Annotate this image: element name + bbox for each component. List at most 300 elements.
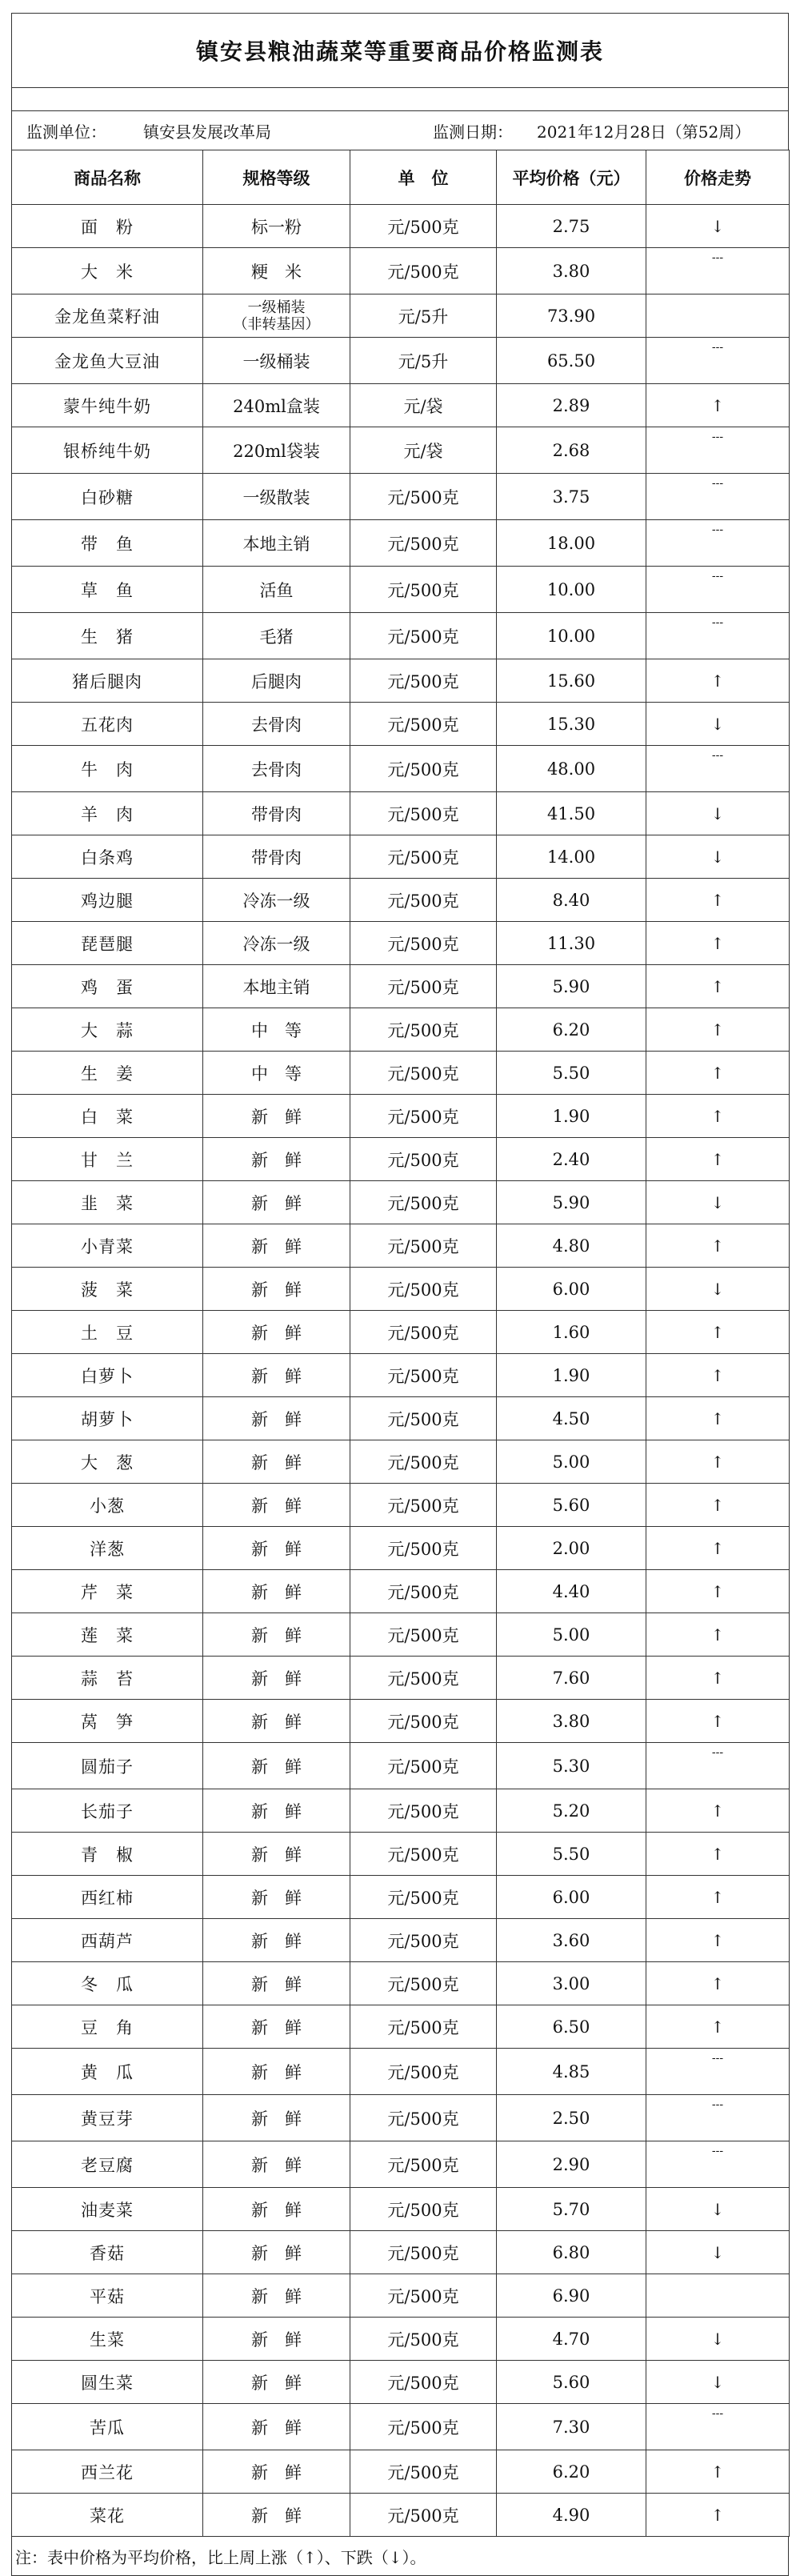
cell-price: 48.00: [497, 746, 646, 792]
cell-price: 5.20: [497, 1789, 646, 1833]
table-row: [12, 2274, 790, 2318]
cell-trend: ↑: [646, 2450, 790, 2494]
cell-price: 2.89: [497, 384, 646, 427]
cell-name: 洋葱: [12, 1527, 203, 1570]
cell-price: 6.20: [497, 1008, 646, 1052]
table-row: [12, 2361, 790, 2404]
cell-price: 10.00: [497, 613, 646, 659]
cell-spec: 新 鲜: [203, 1440, 350, 1484]
cell-name: 大 蒜: [12, 1008, 203, 1052]
cell-name: 菜花: [12, 2494, 203, 2537]
cell-name: 莲 菜: [12, 1613, 203, 1657]
table-row: [12, 2005, 790, 2049]
cell-price: 6.90: [497, 2274, 646, 2318]
cell-unit: 元/500克: [350, 835, 497, 879]
cell-trend: ↑: [646, 922, 790, 965]
cell-unit: 元/500克: [350, 1268, 497, 1311]
cell-spec: 新 鲜: [203, 1789, 350, 1833]
cell-spec: 一级桶装: [203, 338, 350, 384]
cell-price: 5.70: [497, 2188, 646, 2231]
table-row: [12, 1700, 790, 1743]
table-row: [12, 703, 790, 746]
cell-unit: 元/500克: [350, 1833, 497, 1876]
cell-name: 香菇: [12, 2231, 203, 2274]
cell-spec: 带骨肉: [203, 792, 350, 835]
cell-name: 西兰花: [12, 2450, 203, 2494]
cell-unit: 元/500克: [350, 2049, 497, 2095]
table-row: [12, 835, 790, 879]
cell-name: 芹 菜: [12, 1570, 203, 1613]
cell-price: 4.90: [497, 2494, 646, 2537]
cell-price: 6.00: [497, 1268, 646, 1311]
cell-name: 青 椒: [12, 1833, 203, 1876]
table-row: [12, 1833, 790, 1876]
cell-trend: ---: [646, 520, 790, 567]
cell-trend: ---: [646, 427, 790, 474]
cell-price: 2.50: [497, 2095, 646, 2141]
cell-unit: 元/500克: [350, 205, 497, 248]
cell-name: 牛 肉: [12, 746, 203, 792]
cell-unit: 元/500克: [350, 520, 497, 567]
header-trend: 价格走势: [646, 150, 790, 205]
cell-trend: ↑: [646, 1876, 790, 1919]
table-row: [12, 922, 790, 965]
cell-name: 西葫芦: [12, 1919, 203, 1962]
cell-price: 1.60: [497, 1311, 646, 1354]
cell-price: 11.30: [497, 922, 646, 965]
cell-spec: 新 鲜: [203, 1397, 350, 1440]
cell-spec: 新 鲜: [203, 1181, 350, 1224]
meta-row: [11, 110, 789, 150]
date-label: 监测日期：: [433, 122, 513, 142]
table-row: [12, 659, 790, 703]
cell-price: 6.00: [497, 1876, 646, 1919]
cell-trend: ↓: [646, 703, 790, 746]
cell-name: 蒜 苔: [12, 1657, 203, 1700]
cell-spec: 新 鲜: [203, 1657, 350, 1700]
cell-name: 带 鱼: [12, 520, 203, 567]
table-row: [12, 1570, 790, 1613]
cell-trend: ↑: [646, 1008, 790, 1052]
cell-name: 西红柿: [12, 1876, 203, 1919]
cell-spec: 新 鲜: [203, 1613, 350, 1657]
cell-price: 10.00: [497, 567, 646, 613]
cell-trend: ---: [646, 248, 790, 294]
table-row: [12, 1962, 790, 2005]
cell-spec: 新 鲜: [203, 1570, 350, 1613]
table-row: [12, 1268, 790, 1311]
cell-spec: 新 鲜: [203, 2188, 350, 2231]
cell-unit: 元/500克: [350, 1224, 497, 1268]
cell-spec: 新 鲜: [203, 2049, 350, 2095]
cell-spec: 新 鲜: [203, 1833, 350, 1876]
cell-name: 琵琶腿: [12, 922, 203, 965]
cell-name: 羊 肉: [12, 792, 203, 835]
table-row: [12, 2450, 790, 2494]
cell-spec: 标一粉: [203, 205, 350, 248]
table-row: [12, 294, 790, 338]
cell-name: 生 猪: [12, 613, 203, 659]
cell-unit: 元/500克: [350, 2318, 497, 2361]
table-row: [12, 1397, 790, 1440]
cell-unit: 元/500克: [350, 1181, 497, 1224]
table-row: [12, 1138, 790, 1181]
table-row: [12, 2141, 790, 2188]
cell-unit: 元/500克: [350, 1962, 497, 2005]
cell-price: 14.00: [497, 835, 646, 879]
cell-price: 65.50: [497, 338, 646, 384]
cell-trend: ↑: [646, 1224, 790, 1268]
cell-trend: ↑: [646, 1919, 790, 1962]
table-row: [12, 1181, 790, 1224]
cell-unit: 元/500克: [350, 1484, 497, 1527]
cell-spec: 新 鲜: [203, 1224, 350, 1268]
cell-spec: 去骨肉: [203, 746, 350, 792]
cell-trend: ↓: [646, 2361, 790, 2404]
table-body: [12, 205, 790, 2537]
table-row: [12, 338, 790, 384]
cell-spec: 新 鲜: [203, 2318, 350, 2361]
table-row: [12, 1052, 790, 1095]
cell-unit: 元/500克: [350, 2494, 497, 2537]
cell-spec: 新 鲜: [203, 1095, 350, 1138]
cell-price: 4.85: [497, 2049, 646, 2095]
table-row: [12, 474, 790, 520]
table-row: [12, 520, 790, 567]
cell-trend: ↑: [646, 1700, 790, 1743]
cell-price: 15.30: [497, 703, 646, 746]
cell-unit: 元/500克: [350, 2450, 497, 2494]
cell-unit: 元/500克: [350, 2274, 497, 2318]
cell-spec: 冷冻一级: [203, 922, 350, 965]
table-row: [12, 1919, 790, 1962]
cell-price: 1.90: [497, 1095, 646, 1138]
cell-unit: 元/500克: [350, 1876, 497, 1919]
cell-trend: ---: [646, 2049, 790, 2095]
table-row: [12, 1440, 790, 1484]
table-row: [12, 1311, 790, 1354]
cell-unit: 元/500克: [350, 703, 497, 746]
cell-price: 3.60: [497, 1919, 646, 1962]
cell-spec: 一级散装: [203, 474, 350, 520]
table-row: [12, 792, 790, 835]
cell-trend: ↑: [646, 1527, 790, 1570]
cell-name: 鸡 蛋: [12, 965, 203, 1008]
date-value: 2021年12月28日（第52周）: [537, 122, 751, 142]
cell-price: 2.90: [497, 2141, 646, 2188]
table-row: [12, 2494, 790, 2537]
cell-price: 5.60: [497, 2361, 646, 2404]
page-title: 镇安县粮油蔬菜等重要商品价格监测表: [11, 13, 789, 87]
cell-spec: 新 鲜: [203, 1311, 350, 1354]
cell-name: 长茄子: [12, 1789, 203, 1833]
cell-spec: 中 等: [203, 1008, 350, 1052]
cell-spec: 本地主销: [203, 965, 350, 1008]
cell-spec: 新 鲜: [203, 2404, 350, 2450]
cell-spec: 新 鲜: [203, 1743, 350, 1789]
unit-label: 监测单位：: [26, 122, 106, 142]
cell-price: 18.00: [497, 520, 646, 567]
cell-spec: 新 鲜: [203, 1876, 350, 1919]
cell-price: 6.80: [497, 2231, 646, 2274]
cell-name: 生菜: [12, 2318, 203, 2361]
cell-spec: 中 等: [203, 1052, 350, 1095]
cell-trend: ↓: [646, 1268, 790, 1311]
cell-price: 3.80: [497, 1700, 646, 1743]
cell-price: 6.50: [497, 2005, 646, 2049]
cell-spec: 毛猪: [203, 613, 350, 659]
cell-spec: 去骨肉: [203, 703, 350, 746]
cell-unit: 元/5升: [350, 294, 497, 338]
table-row: [12, 2404, 790, 2450]
cell-trend: [646, 294, 790, 338]
table-row: [12, 965, 790, 1008]
cell-trend: ↓: [646, 2231, 790, 2274]
cell-trend: ↓: [646, 2188, 790, 2231]
cell-unit: 元/500克: [350, 2095, 497, 2141]
cell-trend: ---: [646, 613, 790, 659]
cell-spec: 新 鲜: [203, 1138, 350, 1181]
cell-name: 莴 笋: [12, 1700, 203, 1743]
cell-unit: 元/500克: [350, 1052, 497, 1095]
cell-unit: 元/500克: [350, 1527, 497, 1570]
table-row: [12, 427, 790, 474]
cell-unit: 元/500克: [350, 1743, 497, 1789]
cell-spec: 新 鲜: [203, 1919, 350, 1962]
price-sheet: [11, 13, 789, 2576]
cell-unit: 元/500克: [350, 2188, 497, 2231]
cell-trend: ↑: [646, 384, 790, 427]
cell-unit: 元/500克: [350, 1397, 497, 1440]
cell-name: 黄豆芽: [12, 2095, 203, 2141]
table-row: [12, 879, 790, 922]
unit-value: 镇安县发展改革局: [143, 122, 271, 142]
cell-trend: [646, 2274, 790, 2318]
cell-unit: 元/500克: [350, 1657, 497, 1700]
cell-price: 2.75: [497, 205, 646, 248]
cell-spec: 新 鲜: [203, 2231, 350, 2274]
cell-unit: 元/500克: [350, 965, 497, 1008]
cell-trend: ↑: [646, 1138, 790, 1181]
cell-name: 大 米: [12, 248, 203, 294]
cell-name: 油麦菜: [12, 2188, 203, 2231]
cell-price: 6.20: [497, 2450, 646, 2494]
table-row: [12, 1527, 790, 1570]
cell-trend: ↑: [646, 879, 790, 922]
cell-name: 猪后腿肉: [12, 659, 203, 703]
cell-trend: ↑: [646, 1613, 790, 1657]
cell-trend: ↑: [646, 659, 790, 703]
cell-name: 土 豆: [12, 1311, 203, 1354]
header-price: 平均价格（元）: [497, 150, 646, 205]
cell-spec: 新 鲜: [203, 1268, 350, 1311]
cell-name: 豆 角: [12, 2005, 203, 2049]
cell-trend: ↑: [646, 1095, 790, 1138]
cell-unit: 元/500克: [350, 659, 497, 703]
cell-name: 蒙牛纯牛奶: [12, 384, 203, 427]
cell-name: 冬 瓜: [12, 1962, 203, 2005]
cell-name: 圆茄子: [12, 1743, 203, 1789]
cell-name: 小葱: [12, 1484, 203, 1527]
cell-price: 15.60: [497, 659, 646, 703]
table-row: [12, 384, 790, 427]
cell-unit: 元/500克: [350, 922, 497, 965]
cell-spec: 新 鲜: [203, 2450, 350, 2494]
cell-spec: 冷冻一级: [203, 879, 350, 922]
cell-trend: ↓: [646, 205, 790, 248]
cell-price: 3.75: [497, 474, 646, 520]
cell-trend: ---: [646, 2404, 790, 2450]
cell-price: 3.00: [497, 1962, 646, 2005]
table-row: [12, 2231, 790, 2274]
cell-spec: 新 鲜: [203, 1354, 350, 1397]
footnote: 注：表中价格为平均价格，比上周上涨（↑）、下跌（↓）。: [11, 2537, 789, 2576]
cell-unit: 元/500克: [350, 1095, 497, 1138]
cell-price: 2.68: [497, 427, 646, 474]
cell-trend: ↑: [646, 2494, 790, 2537]
cell-unit: 元/500克: [350, 1008, 497, 1052]
table-row: [12, 2188, 790, 2231]
cell-trend: ---: [646, 338, 790, 384]
cell-trend: ↑: [646, 1397, 790, 1440]
table-row: [12, 2049, 790, 2095]
cell-spec: 新 鲜: [203, 2005, 350, 2049]
cell-unit: 元/500克: [350, 2231, 497, 2274]
cell-unit: 元/500克: [350, 1613, 497, 1657]
cell-price: 7.60: [497, 1657, 646, 1700]
cell-unit: 元/500克: [350, 1354, 497, 1397]
table-row: [12, 248, 790, 294]
table-row: [12, 1354, 790, 1397]
cell-spec: 240ml盒装: [203, 384, 350, 427]
cell-unit: 元/500克: [350, 1311, 497, 1354]
cell-name: 黄 瓜: [12, 2049, 203, 2095]
cell-spec: 新 鲜: [203, 2141, 350, 2188]
cell-spec: 新 鲜: [203, 1527, 350, 1570]
cell-spec: 新 鲜: [203, 1700, 350, 1743]
table-row: [12, 2095, 790, 2141]
cell-price: 5.60: [497, 1484, 646, 1527]
header-name: 商品名称: [12, 150, 203, 205]
cell-trend: ↑: [646, 1833, 790, 1876]
table-row: [12, 1484, 790, 1527]
cell-trend: ---: [646, 746, 790, 792]
cell-spec: 一级桶装 （非转基因）: [203, 294, 350, 338]
cell-price: 2.40: [497, 1138, 646, 1181]
cell-name: 平菇: [12, 2274, 203, 2318]
table-row: [12, 1876, 790, 1919]
table-row: [12, 205, 790, 248]
cell-unit: 元/500克: [350, 1919, 497, 1962]
cell-price: 5.90: [497, 1181, 646, 1224]
cell-trend: ↑: [646, 1484, 790, 1527]
cell-unit: 元/500克: [350, 1138, 497, 1181]
cell-trend: ↓: [646, 2318, 790, 2361]
cell-name: 金龙鱼大豆油: [12, 338, 203, 384]
table-row: [12, 1095, 790, 1138]
cell-name: 圆生菜: [12, 2361, 203, 2404]
cell-trend: ↑: [646, 1570, 790, 1613]
cell-price: 73.90: [497, 294, 646, 338]
cell-spec: 新 鲜: [203, 1484, 350, 1527]
table-row: [12, 1789, 790, 1833]
cell-unit: 元/500克: [350, 879, 497, 922]
cell-trend: ↑: [646, 1354, 790, 1397]
table-row: [12, 1657, 790, 1700]
cell-trend: ↓: [646, 792, 790, 835]
cell-price: 41.50: [497, 792, 646, 835]
spacer-row: [11, 87, 789, 110]
cell-price: 1.90: [497, 1354, 646, 1397]
cell-name: 老豆腐: [12, 2141, 203, 2188]
cell-price: 8.40: [497, 879, 646, 922]
cell-spec: 带骨肉: [203, 835, 350, 879]
cell-unit: 元/5升: [350, 338, 497, 384]
cell-unit: 元/500克: [350, 2404, 497, 2450]
cell-spec: 新 鲜: [203, 2274, 350, 2318]
cell-trend: ↑: [646, 1052, 790, 1095]
cell-unit: 元/500克: [350, 746, 497, 792]
cell-trend: ---: [646, 474, 790, 520]
cell-price: 4.70: [497, 2318, 646, 2361]
cell-trend: ---: [646, 2095, 790, 2141]
cell-name: 白砂糖: [12, 474, 203, 520]
cell-name: 金龙鱼菜籽油: [12, 294, 203, 338]
cell-price: 4.50: [497, 1397, 646, 1440]
cell-unit: 元/500克: [350, 1570, 497, 1613]
cell-trend: ---: [646, 1743, 790, 1789]
cell-price: 5.50: [497, 1052, 646, 1095]
cell-name: 白条鸡: [12, 835, 203, 879]
header-spec: 规格等级: [203, 150, 350, 205]
cell-name: 胡萝卜: [12, 1397, 203, 1440]
cell-spec: 新 鲜: [203, 2494, 350, 2537]
cell-price: 4.40: [497, 1570, 646, 1613]
cell-spec: 后腿肉: [203, 659, 350, 703]
cell-price: 5.00: [497, 1440, 646, 1484]
cell-name: 生 姜: [12, 1052, 203, 1095]
cell-name: 鸡边腿: [12, 879, 203, 922]
cell-spec: 本地主销: [203, 520, 350, 567]
cell-unit: 元/500克: [350, 1789, 497, 1833]
cell-trend: ---: [646, 2141, 790, 2188]
cell-price: 4.80: [497, 1224, 646, 1268]
cell-name: 大 葱: [12, 1440, 203, 1484]
cell-spec: 活鱼: [203, 567, 350, 613]
table-row: [12, 1743, 790, 1789]
table-row: [12, 746, 790, 792]
cell-name: 草 鱼: [12, 567, 203, 613]
cell-price: 5.50: [497, 1833, 646, 1876]
cell-trend: ↑: [646, 1962, 790, 2005]
cell-name: 面 粉: [12, 205, 203, 248]
cell-trend: ↑: [646, 1789, 790, 1833]
cell-price: 5.00: [497, 1613, 646, 1657]
cell-trend: ↑: [646, 1657, 790, 1700]
cell-unit: 元/500克: [350, 613, 497, 659]
table-row: [12, 1224, 790, 1268]
cell-name: 白萝卜: [12, 1354, 203, 1397]
cell-price: 5.30: [497, 1743, 646, 1789]
cell-unit: 元/500克: [350, 792, 497, 835]
cell-trend: ↑: [646, 1440, 790, 1484]
cell-unit: 元/500克: [350, 1700, 497, 1743]
cell-unit: 元/500克: [350, 474, 497, 520]
header-unit: 单 位: [350, 150, 497, 205]
cell-unit: 元/500克: [350, 2141, 497, 2188]
cell-name: 五花肉: [12, 703, 203, 746]
cell-name: 韭 菜: [12, 1181, 203, 1224]
